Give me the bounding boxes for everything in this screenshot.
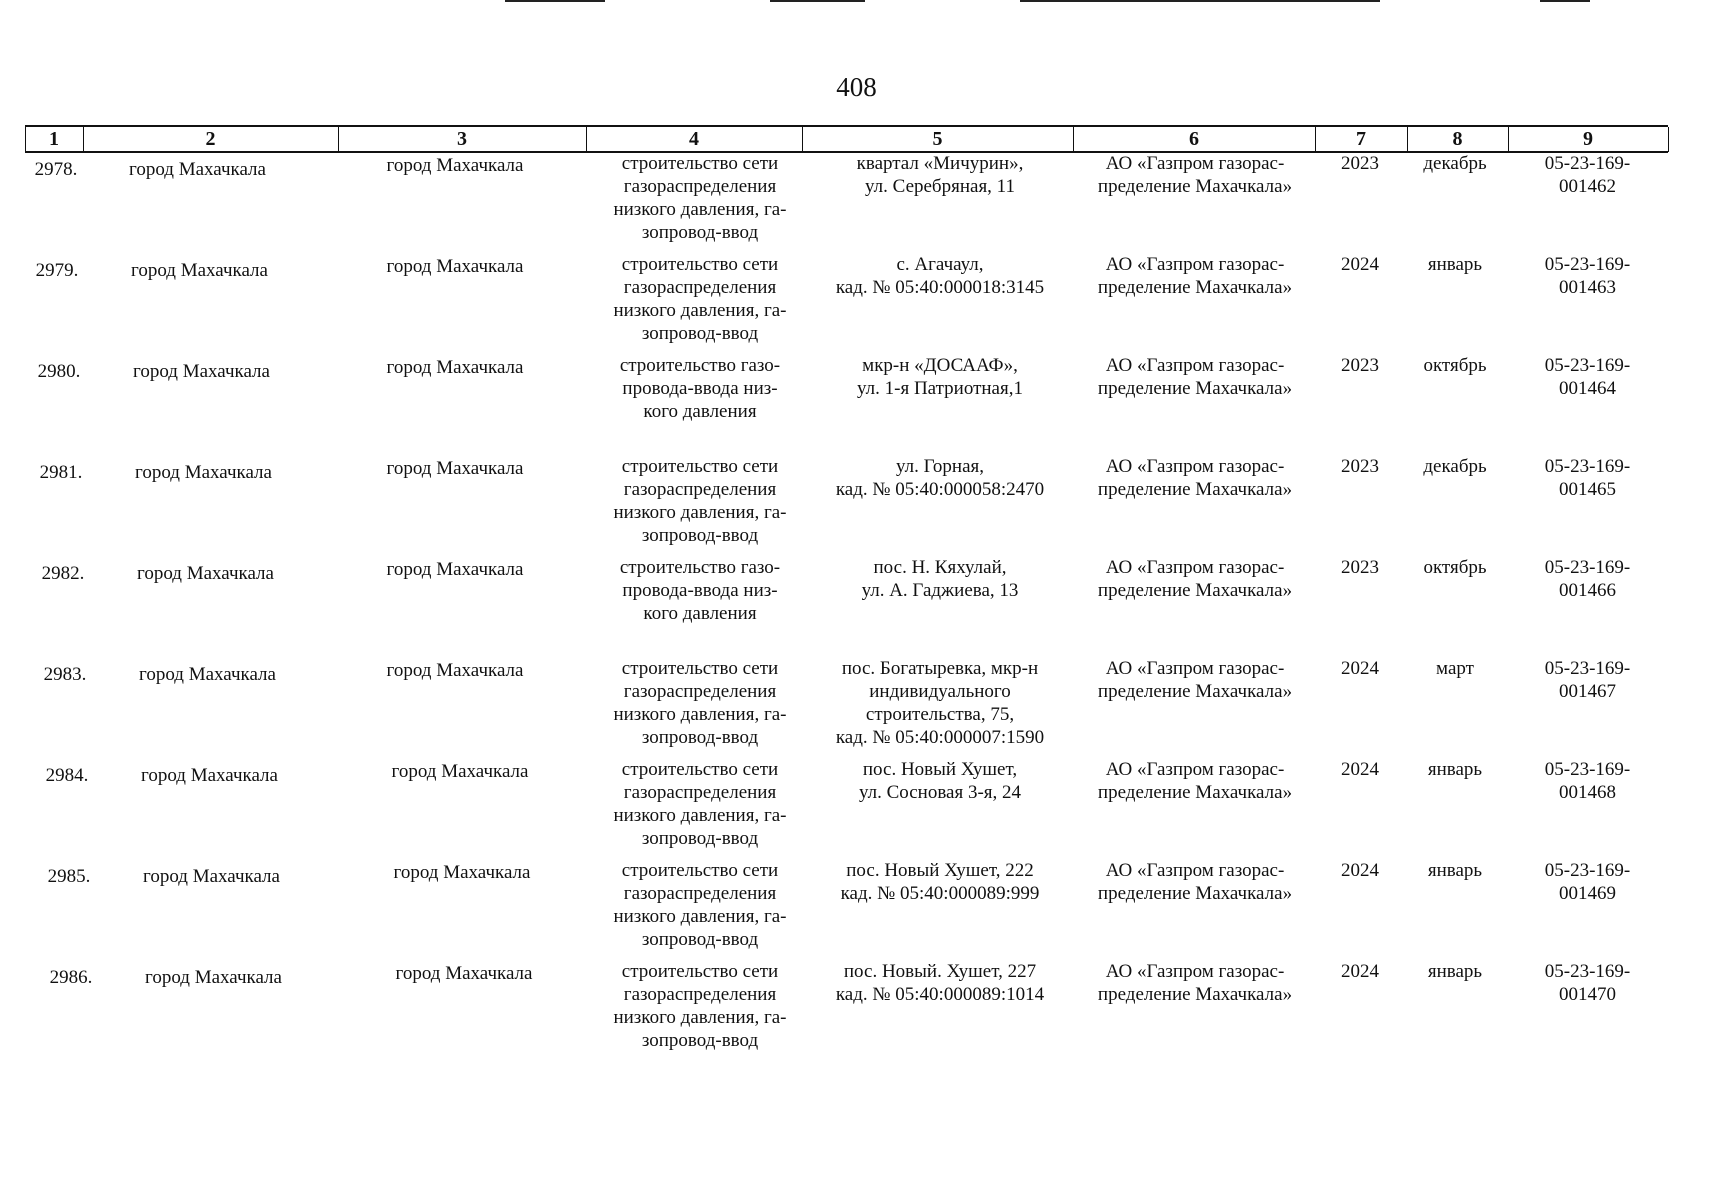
- owner-cell: [1070, 253, 1320, 299]
- owner-cell: [1070, 152, 1320, 198]
- address-line: пос. Богатыревка, мкр-н: [841, 658, 1039, 679]
- owner-line: пределение Махачкала»: [1097, 479, 1293, 500]
- work-cell: [585, 960, 815, 1052]
- column-header: 4: [689, 128, 699, 150]
- settlement-cell: город Махачкала: [391, 761, 529, 782]
- code-cell: [1510, 758, 1665, 804]
- row-number: 2978.: [34, 159, 78, 180]
- owner-line: пределение Махачкала»: [1097, 378, 1293, 399]
- column-header: 6: [1189, 128, 1199, 150]
- work-cell: [585, 152, 815, 244]
- owner-line: АО «Газпром газорас-: [1105, 153, 1285, 174]
- work-cell: [585, 253, 815, 345]
- code-cell: [1510, 455, 1665, 501]
- row-number: 2986.: [49, 967, 93, 988]
- column-header: 1: [49, 128, 59, 150]
- row-number: 2982.: [41, 563, 85, 584]
- work-line: газораспределения: [623, 782, 777, 803]
- work-line: газораспределения: [623, 176, 777, 197]
- work-line: провода-ввода низ-: [622, 580, 778, 601]
- address-line: ул. 1-я Патриотная,1: [857, 378, 1023, 399]
- address-line: пос. Новый Хушет, 222: [846, 860, 1034, 881]
- code-cell: [1510, 859, 1665, 905]
- code-cell: [1510, 657, 1665, 703]
- scan-edge-line: [1540, 0, 1590, 2]
- row-number: 2983.: [43, 664, 87, 685]
- code-cell: [1510, 556, 1665, 602]
- code-line: 001469: [1559, 883, 1616, 904]
- scan-edge-line: [1020, 0, 1380, 2]
- address-cell: [805, 960, 1075, 1006]
- work-line: строительство сети: [621, 456, 779, 477]
- row-number: 2985.: [47, 866, 91, 887]
- district-cell: город Махачкала: [143, 866, 280, 887]
- work-cell: [585, 657, 815, 749]
- address-line: кад. № 05:40:000089:1014: [835, 984, 1045, 1005]
- address-line: квартал «Мичурин»,: [856, 153, 1024, 174]
- work-line: газораспределения: [623, 277, 777, 298]
- work-line: низкого давления, га-: [613, 704, 787, 725]
- address-line: индивидуального: [869, 681, 1011, 702]
- work-line: низкого давления, га-: [613, 199, 787, 220]
- owner-cell: [1070, 657, 1320, 703]
- code-line: 001466: [1559, 580, 1616, 601]
- settlement-cell: город Махачкала: [386, 155, 524, 176]
- owner-line: пределение Махачкала»: [1097, 176, 1293, 197]
- owner-line: пределение Махачкала»: [1097, 883, 1293, 904]
- address-cell: [805, 556, 1075, 602]
- month-cell: декабрь: [1423, 153, 1487, 174]
- district-cell: город Махачкала: [131, 260, 268, 281]
- code-line: 001465: [1559, 479, 1616, 500]
- district-cell: город Махачкала: [141, 765, 278, 786]
- work-line: строительство сети: [621, 153, 779, 174]
- code-cell: [1510, 354, 1665, 400]
- address-cell: [805, 859, 1075, 905]
- work-line: кого давления: [643, 401, 757, 422]
- settlement-cell: город Махачкала: [386, 357, 524, 378]
- code-line: 001470: [1559, 984, 1616, 1005]
- year-cell: 2024: [1341, 961, 1379, 982]
- code-line: 05-23-169-: [1544, 254, 1631, 275]
- owner-line: пределение Махачкала»: [1097, 984, 1293, 1005]
- code-line: 05-23-169-: [1544, 557, 1631, 578]
- code-line: 05-23-169-: [1544, 961, 1631, 982]
- owner-line: АО «Газпром газорас-: [1105, 860, 1285, 881]
- work-line: зопровод-ввод: [641, 929, 759, 950]
- owner-line: пределение Махачкала»: [1097, 782, 1293, 803]
- year-cell: 2024: [1341, 860, 1379, 881]
- owner-line: АО «Газпром газорас-: [1105, 759, 1285, 780]
- address-line: кад. № 05:40:000089:999: [840, 883, 1040, 904]
- year-cell: 2024: [1341, 759, 1379, 780]
- work-line: низкого давления, га-: [613, 502, 787, 523]
- address-cell: [805, 354, 1075, 400]
- year-cell: 2023: [1341, 355, 1379, 376]
- month-cell: октябрь: [1423, 355, 1487, 376]
- address-line: с. Агачаул,: [896, 254, 984, 275]
- address-line: ул. Сосновая 3-я, 24: [858, 782, 1022, 803]
- work-line: низкого давления, га-: [613, 805, 787, 826]
- address-cell: [805, 758, 1075, 804]
- row-number: 2980.: [37, 361, 81, 382]
- address-line: строительства, 75,: [865, 704, 1015, 725]
- code-cell: [1510, 960, 1665, 1006]
- owner-cell: [1070, 758, 1320, 804]
- address-cell: [805, 657, 1075, 749]
- work-line: низкого давления, га-: [613, 1007, 787, 1028]
- settlement-cell: город Махачкала: [386, 256, 524, 277]
- work-line: газораспределения: [623, 984, 777, 1005]
- district-cell: город Махачкала: [133, 361, 270, 382]
- year-cell: 2023: [1341, 557, 1379, 578]
- owner-line: пределение Махачкала»: [1097, 580, 1293, 601]
- code-line: 05-23-169-: [1544, 153, 1631, 174]
- work-line: зопровод-ввод: [641, 222, 759, 243]
- column-divider: [1668, 127, 1669, 152]
- owner-line: пределение Махачкала»: [1097, 277, 1293, 298]
- month-cell: январь: [1427, 860, 1483, 881]
- address-line: кад. № 05:40:000007:1590: [835, 727, 1045, 748]
- address-line: ул. А. Гаджиева, 13: [861, 580, 1019, 601]
- owner-line: пределение Махачкала»: [1097, 681, 1293, 702]
- work-line: зопровод-ввод: [641, 1030, 759, 1051]
- settlement-cell: город Махачкала: [386, 660, 524, 681]
- month-cell: декабрь: [1423, 456, 1487, 477]
- address-line: пос. Новый Хушет,: [862, 759, 1018, 780]
- work-line: зопровод-ввод: [641, 727, 759, 748]
- owner-line: АО «Газпром газорас-: [1105, 961, 1285, 982]
- work-line: кого давления: [643, 603, 757, 624]
- work-line: провода-ввода низ-: [622, 378, 778, 399]
- address-line: ул. Горная,: [895, 456, 985, 477]
- owner-cell: [1070, 354, 1320, 400]
- work-cell: [585, 758, 815, 850]
- scan-edge-line: [505, 0, 605, 2]
- work-line: зопровод-ввод: [641, 323, 759, 344]
- district-cell: город Махачкала: [137, 563, 274, 584]
- address-line: пос. Новый. Хушет, 227: [843, 961, 1037, 982]
- work-line: газораспределения: [623, 479, 777, 500]
- settlement-cell: город Махачкала: [395, 963, 533, 984]
- owner-cell: [1070, 960, 1320, 1006]
- page-number: 408: [836, 72, 877, 102]
- code-line: 05-23-169-: [1544, 355, 1631, 376]
- code-line: 05-23-169-: [1544, 759, 1631, 780]
- year-cell: 2023: [1341, 456, 1379, 477]
- work-cell: [585, 859, 815, 951]
- work-line: строительство сети: [621, 254, 779, 275]
- column-header: 9: [1583, 128, 1593, 150]
- code-cell: [1510, 152, 1665, 198]
- code-line: 001463: [1559, 277, 1616, 298]
- work-line: строительство сети: [621, 759, 779, 780]
- owner-line: АО «Газпром газорас-: [1105, 456, 1285, 477]
- year-cell: 2024: [1341, 658, 1379, 679]
- district-cell: город Махачкала: [139, 664, 276, 685]
- work-line: низкого давления, га-: [613, 300, 787, 321]
- owner-line: АО «Газпром газорас-: [1105, 355, 1285, 376]
- address-line: мкр-н «ДОСААФ»,: [862, 355, 1018, 376]
- work-line: строительство сети: [621, 658, 779, 679]
- month-cell: январь: [1427, 961, 1483, 982]
- owner-line: АО «Газпром газорас-: [1105, 254, 1285, 275]
- column-header: 8: [1452, 128, 1463, 150]
- settlement-cell: город Махачкала: [393, 862, 531, 883]
- column-header: 5: [932, 128, 943, 150]
- district-cell: город Махачкала: [129, 159, 266, 180]
- address-line: кад. № 05:40:000058:2470: [835, 479, 1045, 500]
- settlement-cell: город Махачкала: [386, 559, 524, 580]
- column-header: 2: [205, 128, 216, 150]
- owner-line: АО «Газпром газорас-: [1105, 557, 1285, 578]
- work-line: газораспределения: [623, 883, 777, 904]
- address-cell: [805, 253, 1075, 299]
- month-cell: январь: [1427, 254, 1483, 275]
- code-line: 001468: [1559, 782, 1616, 803]
- work-cell: [585, 354, 815, 423]
- month-cell: январь: [1427, 759, 1483, 780]
- work-cell: [585, 556, 815, 625]
- work-line: строительство газо-: [619, 557, 781, 578]
- row-number: 2984.: [45, 765, 89, 786]
- year-cell: 2024: [1341, 254, 1379, 275]
- work-line: строительство сети: [621, 961, 779, 982]
- work-line: газораспределения: [623, 681, 777, 702]
- row-number: 2981.: [39, 462, 83, 483]
- row-number: 2979.: [35, 260, 79, 281]
- code-line: 001467: [1559, 681, 1616, 702]
- year-cell: 2023: [1341, 153, 1379, 174]
- owner-cell: [1070, 859, 1320, 905]
- code-line: 001462: [1559, 176, 1616, 197]
- settlement-cell: город Махачкала: [386, 458, 524, 479]
- column-header: 3: [457, 128, 467, 150]
- owner-cell: [1070, 455, 1320, 501]
- address-cell: [805, 152, 1075, 198]
- work-cell: [585, 455, 815, 547]
- address-line: кад. № 05:40:000018:3145: [835, 277, 1045, 298]
- code-cell: [1510, 253, 1665, 299]
- month-cell: октябрь: [1423, 557, 1487, 578]
- work-line: низкого давления, га-: [613, 906, 787, 927]
- month-cell: март: [1436, 658, 1474, 679]
- code-line: 05-23-169-: [1544, 860, 1631, 881]
- district-cell: город Махачкала: [145, 967, 282, 988]
- address-line: ул. Серебряная, 11: [865, 176, 1015, 197]
- work-line: зопровод-ввод: [641, 525, 759, 546]
- work-line: строительство газо-: [619, 355, 781, 376]
- code-line: 05-23-169-: [1544, 456, 1631, 477]
- work-line: строительство сети: [621, 860, 779, 881]
- column-header: 7: [1356, 128, 1366, 150]
- address-cell: [805, 455, 1075, 501]
- owner-cell: [1070, 556, 1320, 602]
- code-line: 001464: [1559, 378, 1616, 399]
- work-line: зопровод-ввод: [641, 828, 759, 849]
- district-cell: город Махачкала: [135, 462, 272, 483]
- owner-line: АО «Газпром газорас-: [1105, 658, 1285, 679]
- scan-edge-line: [770, 0, 865, 2]
- code-line: 05-23-169-: [1544, 658, 1631, 679]
- address-line: пос. Н. Кяхулай,: [873, 557, 1007, 578]
